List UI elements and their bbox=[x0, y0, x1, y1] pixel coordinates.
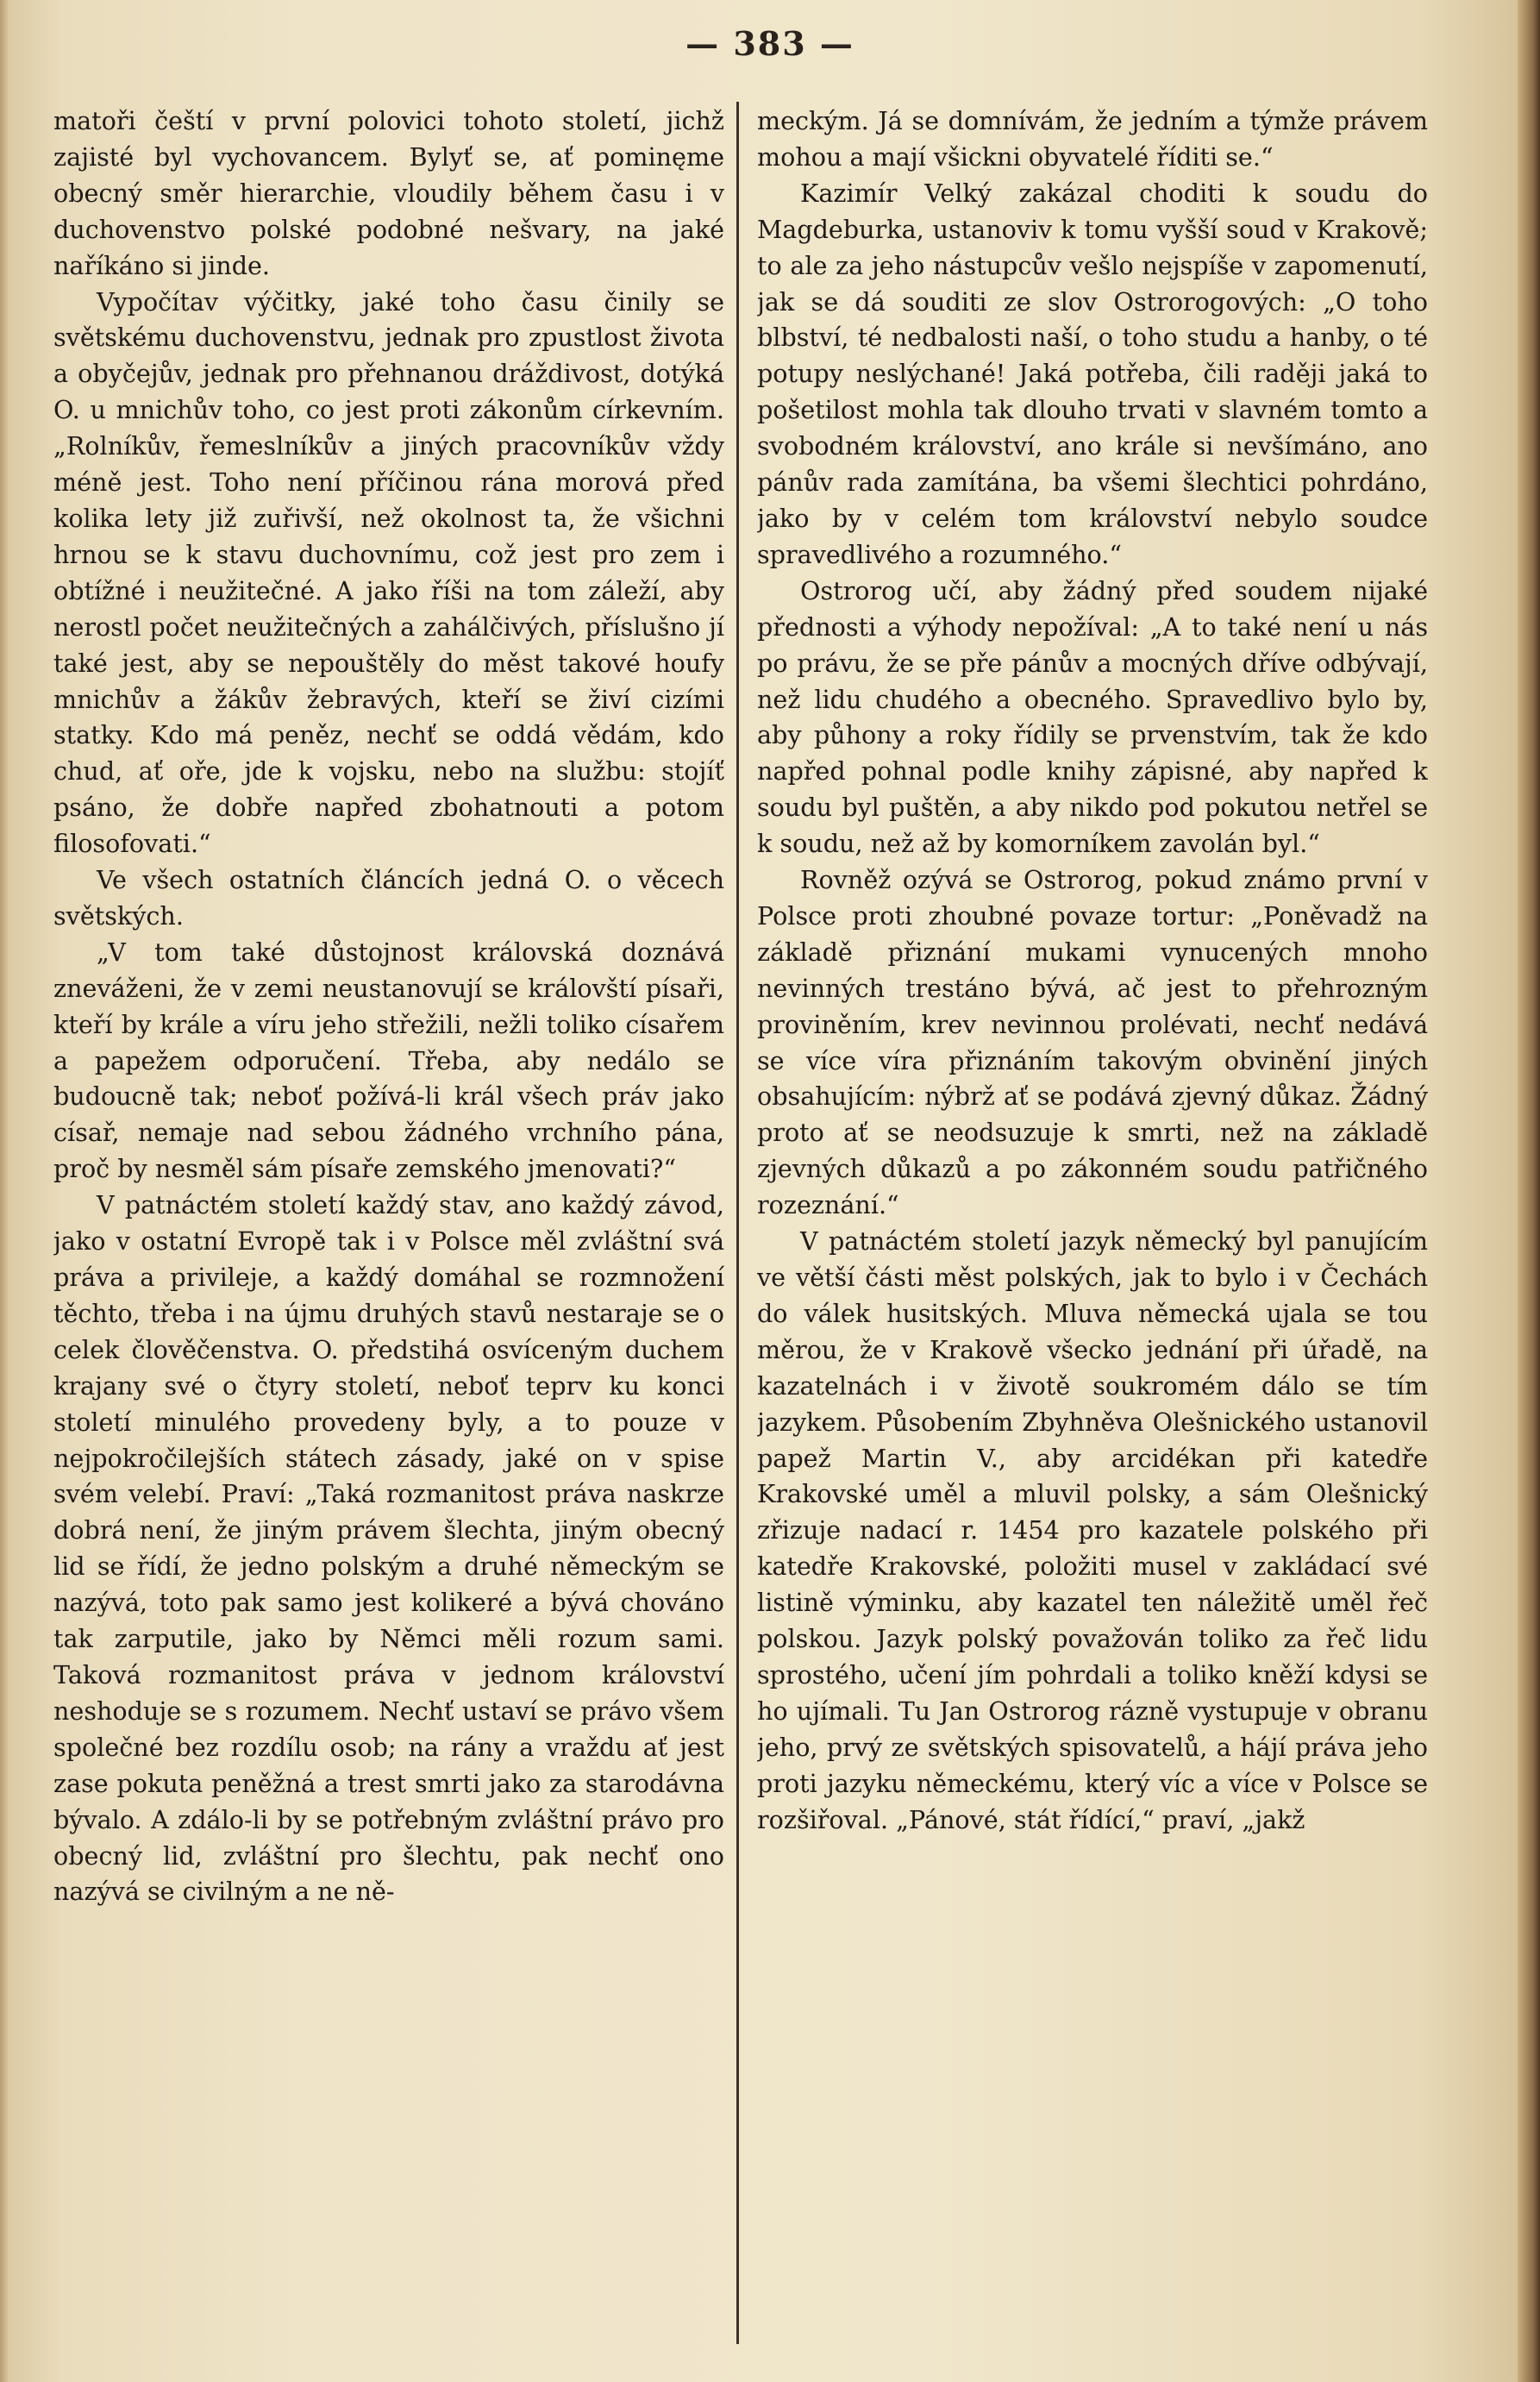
paragraph: Vypočítav výčitky, jaké toho času činily se světskému duchovenstvu, jednak pro zpustlost života a obyčejův, jednak pro přehnanou dráždivost, dotýká O. u mnichův toho, co jest proti zákonům církevním. „Rolníkův, řemeslníkův a jiných pracovníkův vždy méně jest. Toho není příčinou rána morová před kolika lety již zuřivší, než okolnost ta, že všichni hrnou se k stavu duchovnímu, což jest pro zem i obtížné i neužitečné. A jako říši na tom záleží, aby nerostl počet neužitečných a zahálčivých, příslušno jí také jest, aby se nepouštěly do měst takové houfy mnichův a žákův žebravých, kteří se živí cizími statky. Kdo má peněz, nechť se oddá vědám, kdo chud, ať oře, jde k vojsku, nebo na službu: stojíť psáno, že dobře napřed zbohatnouti a potom filosofovati.“ bbox=[53, 286, 724, 859]
paragraph: Ostrorog učí, aby žádný před soudem nijaké přednosti a výhody nepožíval: „A to také není u nás po právu, že se pře pánův a mocných dříve odbývají, než lidu chudého a obecného. Spravedlivo bylo by, aby půhony a roky řídily se prvenstvím, tak že kdo napřed pohnal podle knihy zápisné, aby napřed k soudu byl puštěn, a aby nikdo pod pokutou netřel se k soudu, než až by komorníkem zavolán byl.“ bbox=[757, 575, 1428, 859]
paragraph: V patnáctém století každý stav, ano každý závod, jako v ostatní Evropě tak i v Polsce měl zvláštní svá práva a privileje, a každý domáhal se rozmnožení těchto, třeba i na újmu druhých stavů nestaraje se o celek člověčenstva. O. předstihá osvíceným duchem krajany své o čtyry století, neboť teprv ku konci století minulého provedeny byly, a to pouze v nejpokročilejších státech zásady, jaké on v spise svém velebí. Praví: „Taká rozmanitost práva naskrze dobrá není, že jiným právem šlechta, jiným obecný lid se řídí, že jedno polským a druhé německým se nazývá, toto pak samo jest kolikeré a bývá chováno tak zarputile, jako by Němci měli rozum sami. Taková rozmanitost práva v jednom království neshoduje se s rozumem. Nechť ustaví se právo všem společné bez rozdílu osob; na rány a vraždu ať jest zase pokuta peněžná a trest smrti jako za starodávna bývalo. A zdálo-li by se potřebným zvláštní právo pro obecný lid, zvláštní pro šlechtu, pak nechť ono nazývá se civilným a ne ně- bbox=[53, 1190, 724, 1907]
paragraph: V patnáctém století jazyk německý byl panujícím ve větší části měst polských, jak to bylo i v Čechách do válek husitských. Mluva německá ujala se tou měrou, že v Krakově všecko jednání při úřadě, na kazatelnách i v životě soukromém dálo se tím jazykem. Působením Zbyhněva Olešnického ustanovil papež Martin V., aby arcidékan při katedře Krakovské uměl a mluvil polsky, a sám Olešnický zřizuje nadací r. 1454 pro kazatele polského při katedře Krakovské, položiti musel v zakládací své listině výminku, aby kazatel ten náležitě uměl řeč polskou. Jazyk polský považován toliko za řeč lidu sprostého, učení jím pohrdali a toliko kněží kdysi se ho ujímali. Tu Jan Ostrorog rázně vystupuje v obranu jeho, prvý ze světských spisovatelů, a hájí práva jeho proti jazyku německému, který víc a více v Polsce se rozšiřoval. „Pánové, stát řídící,“ praví, „jakž bbox=[757, 1226, 1428, 1834]
page-right-edge bbox=[1518, 0, 1540, 2382]
paragraph: Kazimír Velký zakázal choditi k soudu do Magdeburka, ustanoviv k tomu vyšší soud v Krakově; to ale za jeho nástupcův vešlo nejspíše v zapomenutí, jak se dá souditi ze slov Ostrorogových: „O toho blbství, té nedbalosti naší, o toho studu a hanby, o té potupy neslýchané! Jaká potřeba, čili raději jaká to pošetilost mohla tak dlouho trvati v slavném tomto a svobodném království, ano krále si nevšímáno, ano pánův rada zamítána, ba všemi šlechtici pohrdáno, jako by v celém tom království nebylo soudce spravedlivého a rozumného.“ bbox=[757, 178, 1428, 569]
page-left-edge bbox=[0, 0, 9, 2382]
right-column bbox=[757, 103, 1428, 2354]
page-number: — 383 — bbox=[685, 24, 855, 63]
paragraph: Ve všech ostatních článcích jedná O. o věcech světských. bbox=[53, 865, 724, 931]
paragraph: matoři čeští v první polovici tohoto století, jichž zajisté byl vychovancem. Bylyť se, ať pominęme obecný směr hierarchie, vloudily během času i v duchovenstvo polské podobné nešvary, na jaké naříkáno si jinde. bbox=[53, 106, 724, 280]
left-column bbox=[53, 103, 724, 2354]
paragraph: meckým. Já se domnívám, že jedním a týmže právem mohou a mají všickni obyvatelé říditi se.“ bbox=[757, 106, 1428, 172]
paragraph: „V tom také důstojnost královská doznává zneváženi, že v zemi neustanovují se královští písaři, kteří by krále a víru jeho střežili, nežli toliko císařem a papežem odporučení. Třeba, aby nedálo se budoucně tak; neboť požívá-li král všech práv jako císař, nemaje nad sebou žádného vrchního pána, proč by nesměl sám písaře zemského jmenovati?“ bbox=[53, 937, 724, 1184]
column-divider bbox=[736, 102, 739, 2344]
paragraph: Rovněž ozývá se Ostrorog, pokud známo první v Polsce proti zhoubné povaze tortur: „Poněvadž na základě přiznání mukami vynucených mnoho nevinných trestáno bývá, ač jest to přehrozným proviněním, krev nevinnou prolévati, nechť nedává se více víra přiznáním takovým obvinění jiných obsahujícím: nýbrž ať se podává zjevný důkaz. Žádný proto ať se neodsuzuje k smrti, než na základě zjevných důkazů a po zákonném soudu patřičného rozeznání.“ bbox=[757, 865, 1428, 1220]
